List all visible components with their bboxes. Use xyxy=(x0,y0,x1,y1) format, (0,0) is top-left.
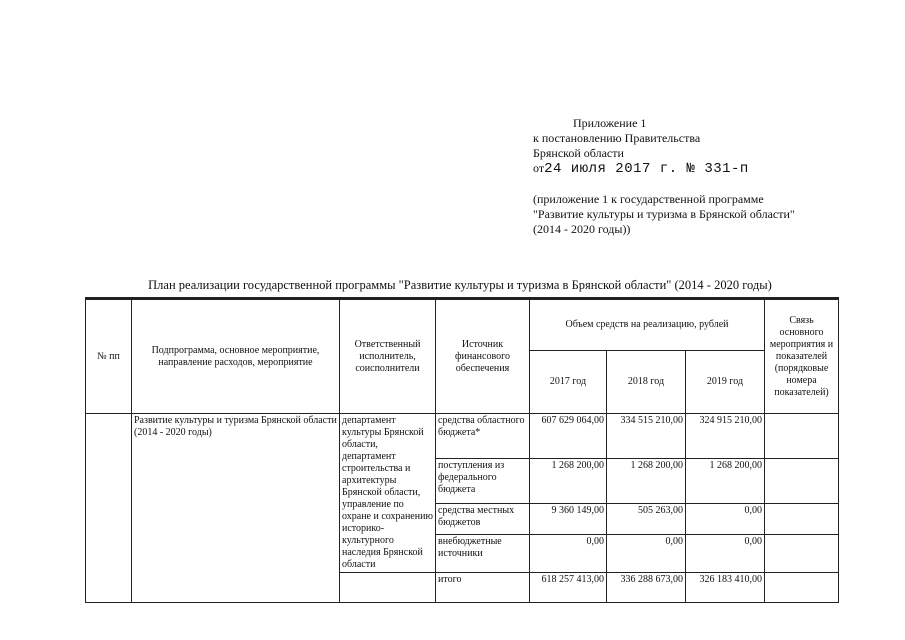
appendix-date-prefix: от xyxy=(533,161,545,175)
empty-executor-cell xyxy=(340,573,436,603)
value-2017-cell: 1 268 200,00 xyxy=(530,459,607,504)
appendix-block xyxy=(533,116,795,237)
header-executor: Ответственный исполнитель, соисполнители xyxy=(340,299,436,414)
header-volume: Объем средств на реализацию, рублей xyxy=(530,299,765,351)
plan-table xyxy=(85,297,839,603)
table-row xyxy=(86,414,839,459)
header-source: Источник финансового обеспечения xyxy=(436,299,530,414)
appendix-ref-3: (2014 - 2020 годы)) xyxy=(533,222,631,236)
header-year-2019: 2019 год xyxy=(686,351,765,414)
value-2017-cell: 607 629 064,00 xyxy=(530,414,607,459)
value-2018-cell: 1 268 200,00 xyxy=(607,459,686,504)
header-subprogram: Подпрограмма, основное мероприятие, направление расходов, мероприятие xyxy=(132,299,340,414)
link-cell xyxy=(765,414,839,459)
appendix-region: Брянской области xyxy=(533,146,624,160)
link-cell xyxy=(765,535,839,573)
source-cell: внебюджетные источники xyxy=(436,535,530,573)
link-cell xyxy=(765,573,839,603)
appendix-decree: к постановлению Правительства xyxy=(533,131,701,145)
appendix-title: Приложение 1 xyxy=(573,116,647,130)
program-name-cell: Развитие культуры и туризма Брянской области (2014 - 2020 годы) xyxy=(132,414,340,603)
executors-cell: департамент культуры Брянской области, департамент строительства и архитектуры Брянской области, управление по охране и сохранению историко-культурного наследия Брянской области xyxy=(340,414,436,573)
appendix-ref-2: "Развитие культуры и туризма в Брянской области" xyxy=(533,207,795,221)
value-2018-cell: 334 515 210,00 xyxy=(607,414,686,459)
appendix-date-line xyxy=(533,161,795,177)
source-cell: средства областного бюджета* xyxy=(436,414,530,459)
value-2019-cell: 1 268 200,00 xyxy=(686,459,765,504)
total-label-cell: итого xyxy=(436,573,530,603)
value-2019-cell: 324 915 210,00 xyxy=(686,414,765,459)
total-2018-cell: 336 288 673,00 xyxy=(607,573,686,603)
total-2017-cell: 618 257 413,00 xyxy=(530,573,607,603)
header-num: № пп xyxy=(86,299,132,414)
total-2019-cell: 326 183 410,00 xyxy=(686,573,765,603)
source-cell: средства местных бюджетов xyxy=(436,504,530,535)
row-number-cell xyxy=(86,414,132,603)
value-2018-cell: 505 263,00 xyxy=(607,504,686,535)
value-2018-cell: 0,00 xyxy=(607,535,686,573)
header-year-2018: 2018 год xyxy=(607,351,686,414)
link-cell xyxy=(765,504,839,535)
value-2017-cell: 0,00 xyxy=(530,535,607,573)
document-title: План реализации государственной программы "Развитие культуры и туризма в Брянской области" (2014 - 2020 годы) xyxy=(148,278,772,292)
link-cell xyxy=(765,459,839,504)
header-link: Связь основного мероприятия и показателей (порядковые номера показателей) xyxy=(765,299,839,414)
value-2019-cell: 0,00 xyxy=(686,535,765,573)
value-2019-cell: 0,00 xyxy=(686,504,765,535)
header-year-2017: 2017 год xyxy=(530,351,607,414)
appendix-ref-1: (приложение 1 к государственной программе xyxy=(533,192,764,206)
value-2017-cell: 9 360 149,00 xyxy=(530,504,607,535)
source-cell: поступления из федерального бюджета xyxy=(436,459,530,504)
appendix-date-typed: 24 июля 2017 г. № 331-п xyxy=(544,161,749,177)
